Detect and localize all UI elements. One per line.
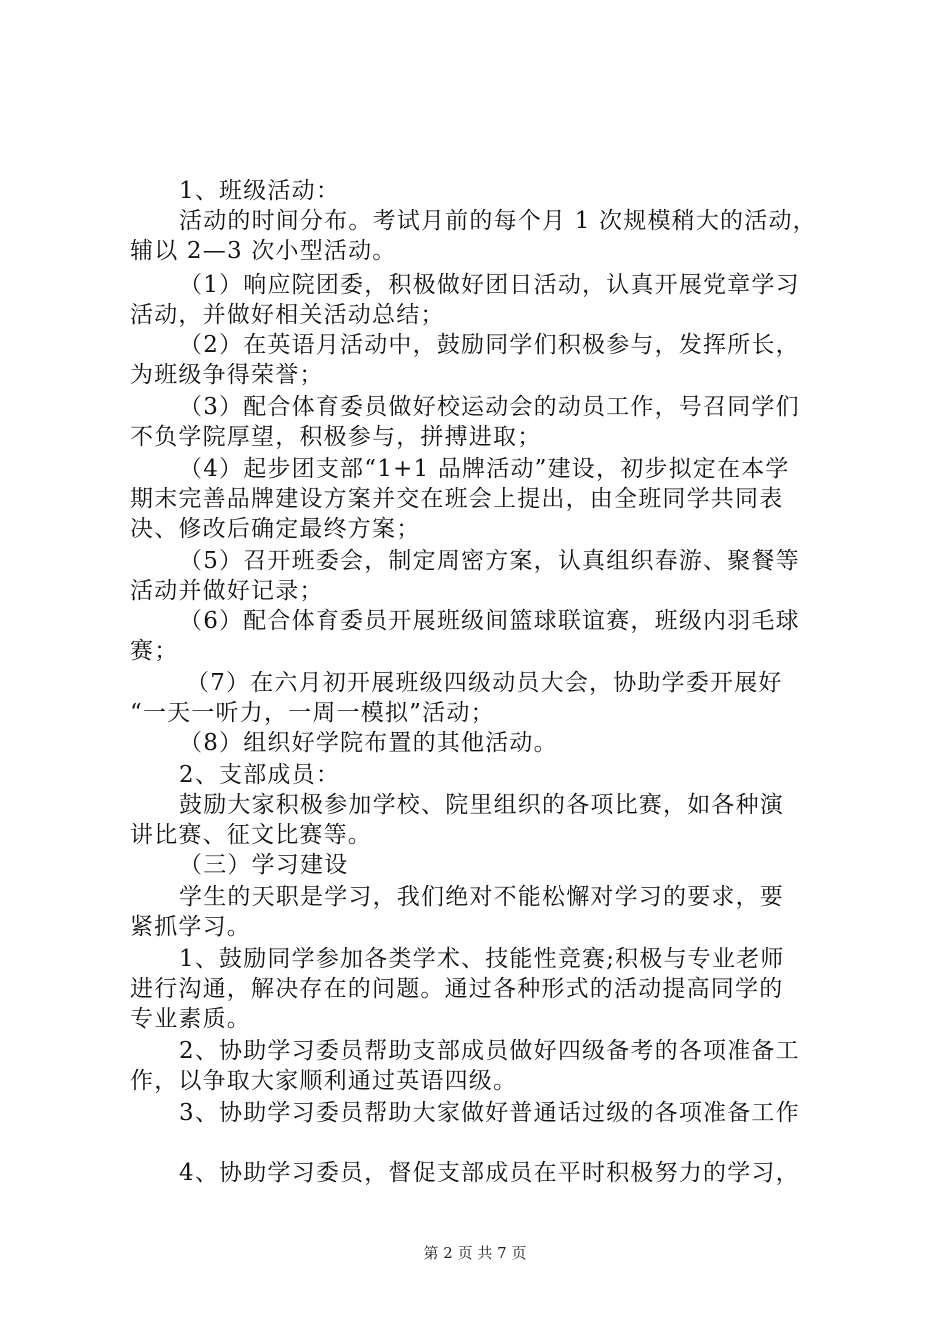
- text-line: 紧抓学习。: [130, 914, 251, 940]
- text-line: 鼓励大家积极参加学校、院里组织的各项比赛，如各种演: [179, 792, 784, 818]
- text-line: 3、协助学习委员帮助大家做好普通话过级的各项准备工作: [179, 1100, 800, 1126]
- text-line: （1）响应院团委，积极做好团日活动，认真开展党章学习: [179, 272, 800, 298]
- text-line: 决、修改后确定最终方案；: [130, 516, 421, 542]
- text-line: 1、班级活动：: [179, 178, 341, 204]
- text-line: 活动的时间分布。考试月前的每个月 1 次规模稍大的活动，: [179, 208, 817, 234]
- text-line: （5）召开班委会，制定周密方案，认真组织春游、聚餐等: [179, 548, 800, 574]
- section-heading: （三）学习建设: [179, 852, 349, 878]
- text-line: （2）在英语月活动中，鼓励同学们积极参与，发挥所长，: [179, 332, 800, 358]
- text-line: 作，以争取大家顺利通过英语四级。: [130, 1068, 518, 1094]
- text-line: “一天一听力，一周一模拟”活动；: [130, 700, 495, 726]
- text-line: （7）在六月初开展班级四级动员大会，协助学委开展好: [186, 670, 783, 696]
- text-line: 辅以 2—3 次小型活动。: [130, 238, 397, 264]
- page-number-footer: 第 2 页 共 7 页: [423, 1244, 527, 1262]
- text-line: 为班级争得荣誉；: [130, 362, 324, 388]
- text-line: 1、鼓励同学参加各类学术、技能性竞赛;积极与专业老师: [179, 946, 785, 972]
- text-line: 2、协助学习委员帮助支部成员做好四级备考的各项准备工: [179, 1038, 800, 1064]
- text-line: 2、支部成员：: [179, 762, 341, 788]
- text-line: 4、协助学习委员，督促支部成员在平时积极努力的学习，: [179, 1160, 800, 1186]
- text-line: （8）组织好学院布置的其他活动。: [179, 730, 558, 756]
- text-line: 赛；: [130, 638, 179, 664]
- text-line: 进行沟通，解决存在的问题。通过各种形式的活动提高同学的: [130, 976, 784, 1002]
- text-line: 活动并做好记录；: [130, 578, 324, 604]
- text-line: 讲比赛、征文比赛等。: [130, 822, 372, 848]
- text-line: 期末完善品牌建设方案并交在班会上提出，由全班同学共同表: [130, 486, 784, 512]
- text-line: 学生的天职是学习，我们绝对不能松懈对学习的要求，要: [179, 884, 784, 910]
- text-line: 活动，并做好相关活动总结；: [130, 302, 445, 328]
- text-line: （6）配合体育委员开展班级间篮球联谊赛，班级内羽毛球: [179, 608, 800, 634]
- text-line: 不负学院厚望，积极参与，拼搏进取；: [130, 424, 542, 450]
- text-line: （3）配合体育委员做好校运动会的动员工作，号召同学们: [179, 394, 800, 420]
- text-line: （4）起步团支部“1+1 品牌活动”建设，初步拟定在本学: [179, 456, 790, 482]
- text-line: 专业素质。: [130, 1006, 251, 1032]
